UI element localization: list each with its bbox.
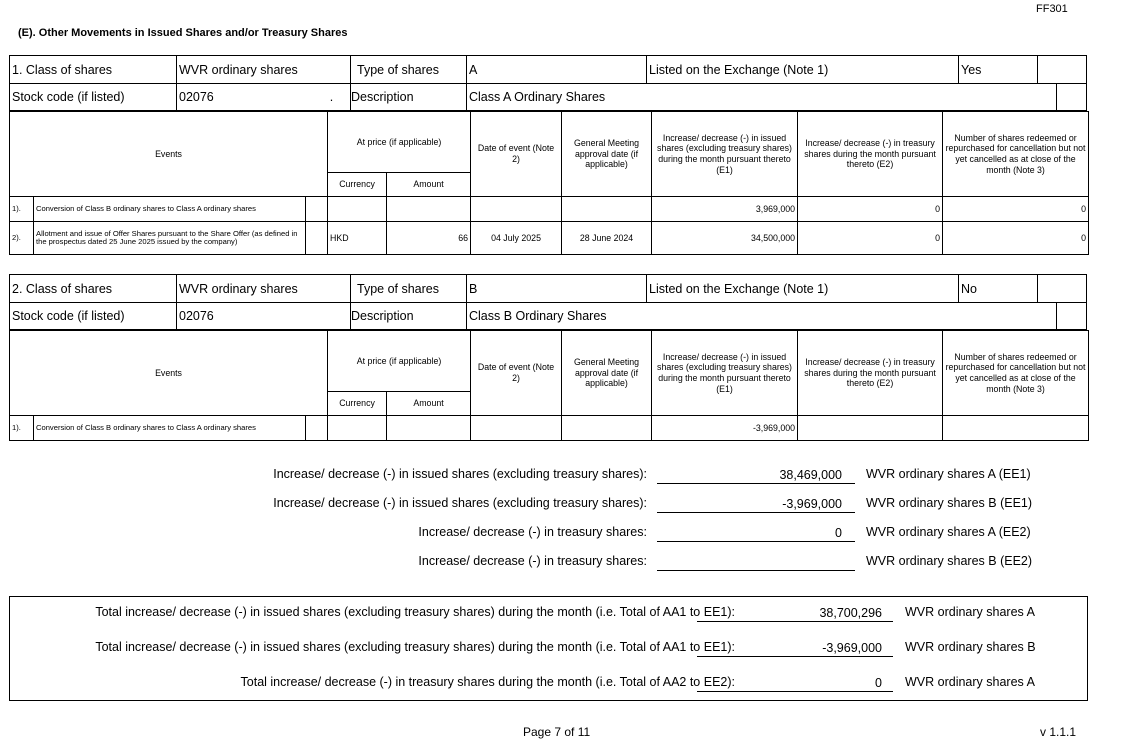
table-row	[10, 222, 1089, 255]
at-price-header: At price (if applicable)	[328, 112, 471, 173]
gm-header: General Meeting approval date (if applicable)	[562, 112, 652, 197]
event-gm: 28 June 2024	[562, 222, 652, 255]
class1-stock-code	[176, 84, 350, 110]
event-no: 2).	[10, 222, 34, 255]
event-currency	[328, 197, 387, 222]
class2-desc-label: Description	[350, 303, 466, 329]
summary-desc: WVR ordinary shares A (EE1)	[866, 467, 1031, 481]
class1-label: 1. Class of shares	[12, 62, 113, 77]
event-amount: 66	[387, 222, 471, 255]
event-text: Conversion of Class B ordinary shares to Class A ordinary shares	[34, 416, 306, 441]
currency-header: Currency	[328, 173, 387, 197]
summary-label: Increase/ decrease (-) in issued shares (excluding treasury shares):	[273, 496, 647, 510]
event-text: Conversion of Class B ordinary shares to Class A ordinary shares	[34, 197, 306, 222]
table-row	[10, 416, 1089, 441]
total-value: -3,969,000	[697, 639, 893, 657]
summary-value: 0	[657, 524, 855, 542]
event-redeemed	[943, 416, 1089, 441]
class2-events-table	[9, 330, 1089, 441]
summary-desc: WVR ordinary shares A (EE2)	[866, 525, 1031, 539]
class1-stock-label: Stock code (if listed)	[12, 90, 125, 104]
redeemed-header: Number of shares redeemed or repurchased for cancellation but not yet cancelled as at close of the month (Note 3)	[943, 331, 1089, 416]
event-e2: 0	[798, 197, 943, 222]
event-e2: 0	[798, 222, 943, 255]
summary-label: Increase/ decrease (-) in issued shares (excluding treasury shares):	[273, 467, 647, 481]
event-e1: 3,969,000	[652, 197, 798, 222]
event-text: Allotment and issue of Offer Shares pursuant to the Share Offer (as defined in the prospectus dated 25 June 2025 issued by the company)	[34, 222, 306, 255]
e2-header: Increase/ decrease (-) in treasury shares during the month pursuant thereto (E2)	[798, 331, 943, 416]
summary-value: -3,969,000	[657, 495, 855, 513]
class2-header-row	[9, 274, 1087, 303]
class2-stock-row	[9, 303, 1087, 330]
table-row	[10, 197, 1089, 222]
form-code: FF301	[1036, 3, 1068, 15]
class2-listed-label: Listed on the Exchange (Note 1)	[646, 275, 958, 302]
summary-desc: WVR ordinary shares B (EE1)	[866, 496, 1033, 510]
class1-desc-value: Class A Ordinary Shares	[466, 84, 1056, 110]
class1-desc-label: Description	[350, 84, 466, 110]
event-blank	[306, 197, 328, 222]
version: v 1.1.1	[1040, 725, 1077, 739]
class1-stock-row	[9, 84, 1087, 111]
class1-desc-blank	[1056, 84, 1088, 110]
e2-header: Increase/ decrease (-) in treasury shares during the month pursuant thereto (E2)	[798, 112, 943, 197]
section-title: (E). Other Movements in Issued Shares and/or Treasury Shares	[18, 27, 348, 39]
total-desc: WVR ordinary shares B	[905, 640, 1036, 654]
summary-value: 38,469,000	[657, 466, 855, 484]
event-date: 04 July 2025	[471, 222, 562, 255]
class1-listed-label: Listed on the Exchange (Note 1)	[646, 56, 958, 83]
class2-type-label: Type of shares	[350, 275, 466, 302]
class2-type-value: B	[466, 275, 646, 302]
event-date	[471, 416, 562, 441]
total-value: 38,700,296	[697, 604, 893, 622]
event-e1: -3,969,000	[652, 416, 798, 441]
event-amount	[387, 197, 471, 222]
event-blank	[306, 416, 328, 441]
event-no: 1).	[10, 197, 34, 222]
page-number: Page 7 of 11	[523, 725, 591, 739]
class2-stock-code: 02076	[176, 303, 350, 329]
class2-listed-blank	[1037, 275, 1088, 302]
class2-label: 2. Class of shares	[12, 281, 113, 296]
summary-label: Increase/ decrease (-) in treasury shares:	[418, 525, 647, 539]
class1-listed-value: Yes	[958, 56, 1037, 83]
gm-header: General Meeting approval date (if applicable)	[562, 331, 652, 416]
events-header: Events	[10, 112, 328, 197]
date-header: Date of event (Note 2)	[471, 331, 562, 416]
event-date	[471, 197, 562, 222]
e1-header: Increase/ decrease (-) in issued shares (excluding treasury shares) during the month pursuant thereto (E1)	[652, 112, 798, 197]
event-redeemed: 0	[943, 222, 1089, 255]
summary-desc: WVR ordinary shares B (EE2)	[866, 554, 1033, 568]
event-redeemed: 0	[943, 197, 1089, 222]
class2-desc-blank	[1056, 303, 1088, 329]
event-currency	[328, 416, 387, 441]
event-gm	[562, 416, 652, 441]
event-amount	[387, 416, 471, 441]
event-gm	[562, 197, 652, 222]
events-header: Events	[10, 331, 328, 416]
class2-stock-label: Stock code (if listed)	[12, 309, 125, 323]
class2-desc-value: Class B Ordinary Shares	[466, 303, 1056, 329]
total-value: 0	[697, 674, 893, 692]
total-desc: WVR ordinary shares A	[905, 675, 1035, 689]
amount-header: Amount	[387, 392, 471, 416]
class1-stock-dot: .	[329, 90, 334, 104]
class1-stock-code-value: 02076	[179, 90, 214, 104]
class2-listed-value: No	[958, 275, 1037, 302]
class1-type-value: A	[466, 56, 646, 83]
event-no: 1).	[10, 416, 34, 441]
class1-header-row	[9, 55, 1087, 84]
event-e2	[798, 416, 943, 441]
total-label: Total increase/ decrease (-) in treasury shares during the month (i.e. Total of AA2 to EE2):	[240, 675, 735, 689]
class1-listed-blank	[1037, 56, 1088, 83]
amount-header: Amount	[387, 173, 471, 197]
e1-header: Increase/ decrease (-) in issued shares (excluding treasury shares) during the month pursuant thereto (E1)	[652, 331, 798, 416]
summary-value	[657, 553, 855, 571]
class1-class-name: WVR ordinary shares	[176, 56, 350, 83]
date-header: Date of event (Note 2)	[471, 112, 562, 197]
event-currency: HKD	[328, 222, 387, 255]
class1-type-label: Type of shares	[350, 56, 466, 83]
summary-label: Increase/ decrease (-) in treasury shares:	[418, 554, 647, 568]
redeemed-header: Number of shares redeemed or repurchased for cancellation but not yet cancelled as at close of the month (Note 3)	[943, 112, 1089, 197]
event-blank	[306, 222, 328, 255]
event-e1: 34,500,000	[652, 222, 798, 255]
total-label: Total increase/ decrease (-) in issued shares (excluding treasury shares) during the month (i.e. Total of AA1 to EE1):	[95, 605, 735, 619]
class1-events-table	[9, 111, 1089, 255]
total-desc: WVR ordinary shares A	[905, 605, 1035, 619]
total-label: Total increase/ decrease (-) in issued shares (excluding treasury shares) during the month (i.e. Total of AA1 to EE1):	[95, 640, 735, 654]
at-price-header: At price (if applicable)	[328, 331, 471, 392]
class2-class-name: WVR ordinary shares	[176, 275, 350, 302]
currency-header: Currency	[328, 392, 387, 416]
